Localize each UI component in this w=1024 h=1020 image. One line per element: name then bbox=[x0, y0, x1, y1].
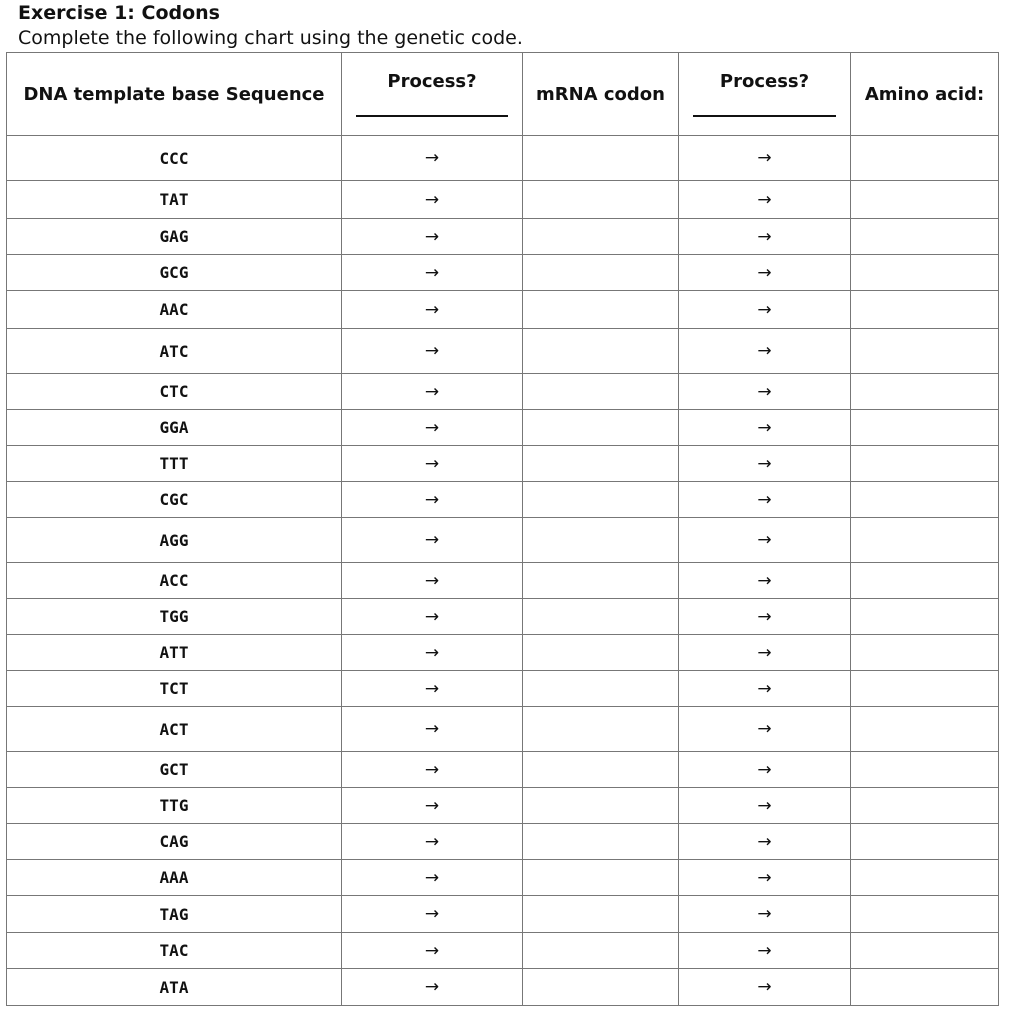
table-row bbox=[7, 824, 999, 860]
transcription-arrow-icon: → bbox=[342, 482, 523, 518]
process-1-answer-blank[interactable] bbox=[356, 115, 508, 117]
mrna-codon-answer-cell[interactable] bbox=[523, 896, 679, 933]
translation-arrow-icon: → bbox=[679, 824, 851, 860]
mrna-codon-answer-cell[interactable] bbox=[523, 255, 679, 291]
dna-sequence-cell: ATC bbox=[7, 329, 342, 374]
dna-sequence-cell: CCC bbox=[7, 136, 342, 181]
mrna-codon-answer-cell[interactable] bbox=[523, 482, 679, 518]
transcription-arrow-icon: → bbox=[342, 563, 523, 599]
amino-acid-answer-cell[interactable] bbox=[851, 824, 999, 860]
dna-sequence-cell: TAG bbox=[7, 896, 342, 933]
amino-acid-answer-cell[interactable] bbox=[851, 671, 999, 707]
transcription-arrow-icon: → bbox=[342, 896, 523, 933]
transcription-arrow-icon: → bbox=[342, 136, 523, 181]
transcription-arrow-icon: → bbox=[342, 824, 523, 860]
table-row bbox=[7, 446, 999, 482]
mrna-codon-answer-cell[interactable] bbox=[523, 219, 679, 255]
dna-sequence-cell: ACC bbox=[7, 563, 342, 599]
dna-sequence-cell: TTG bbox=[7, 788, 342, 824]
translation-arrow-icon: → bbox=[679, 374, 851, 410]
amino-acid-answer-cell[interactable] bbox=[851, 291, 999, 329]
amino-acid-answer-cell[interactable] bbox=[851, 181, 999, 219]
transcription-arrow-icon: → bbox=[342, 788, 523, 824]
table-row bbox=[7, 788, 999, 824]
table-row bbox=[7, 933, 999, 969]
table-row bbox=[7, 563, 999, 599]
instructions-text: Complete the following chart using the genetic code. bbox=[18, 27, 523, 49]
mrna-codon-answer-cell[interactable] bbox=[523, 635, 679, 671]
mrna-codon-answer-cell[interactable] bbox=[523, 707, 679, 752]
table-row bbox=[7, 329, 999, 374]
mrna-codon-answer-cell[interactable] bbox=[523, 599, 679, 635]
table-row bbox=[7, 599, 999, 635]
amino-acid-answer-cell[interactable] bbox=[851, 969, 999, 1006]
mrna-codon-answer-cell[interactable] bbox=[523, 329, 679, 374]
translation-arrow-icon: → bbox=[679, 933, 851, 969]
translation-arrow-icon: → bbox=[679, 599, 851, 635]
table-row bbox=[7, 860, 999, 896]
transcription-arrow-icon: → bbox=[342, 374, 523, 410]
transcription-arrow-icon: → bbox=[342, 860, 523, 896]
table-row bbox=[7, 752, 999, 788]
amino-acid-answer-cell[interactable] bbox=[851, 752, 999, 788]
amino-acid-answer-cell[interactable] bbox=[851, 329, 999, 374]
mrna-codon-header: mRNA codon bbox=[523, 53, 679, 136]
dna-sequence-cell: AAC bbox=[7, 291, 342, 329]
table-row bbox=[7, 219, 999, 255]
dna-sequence-cell: CAG bbox=[7, 824, 342, 860]
amino-acid-answer-cell[interactable] bbox=[851, 635, 999, 671]
dna-sequence-cell: TAT bbox=[7, 181, 342, 219]
transcription-arrow-icon: → bbox=[342, 635, 523, 671]
amino-acid-header: Amino acid: bbox=[851, 53, 999, 136]
dna-sequence-cell: TCT bbox=[7, 671, 342, 707]
amino-acid-answer-cell[interactable] bbox=[851, 255, 999, 291]
table-row bbox=[7, 291, 999, 329]
transcription-arrow-icon: → bbox=[342, 329, 523, 374]
amino-acid-answer-cell[interactable] bbox=[851, 219, 999, 255]
dna-sequence-cell: TTT bbox=[7, 446, 342, 482]
mrna-codon-answer-cell[interactable] bbox=[523, 446, 679, 482]
translation-arrow-icon: → bbox=[679, 969, 851, 1006]
mrna-codon-answer-cell[interactable] bbox=[523, 291, 679, 329]
dna-sequence-cell: GGA bbox=[7, 410, 342, 446]
mrna-codon-answer-cell[interactable] bbox=[523, 752, 679, 788]
transcription-arrow-icon: → bbox=[342, 291, 523, 329]
translation-arrow-icon: → bbox=[679, 410, 851, 446]
table-row bbox=[7, 969, 999, 1006]
table-row bbox=[7, 255, 999, 291]
amino-acid-answer-cell[interactable] bbox=[851, 933, 999, 969]
translation-arrow-icon: → bbox=[679, 136, 851, 181]
amino-acid-answer-cell[interactable] bbox=[851, 482, 999, 518]
transcription-arrow-icon: → bbox=[342, 518, 523, 563]
translation-arrow-icon: → bbox=[679, 707, 851, 752]
table-row bbox=[7, 410, 999, 446]
mrna-codon-answer-cell[interactable] bbox=[523, 563, 679, 599]
transcription-arrow-icon: → bbox=[342, 671, 523, 707]
amino-acid-answer-cell[interactable] bbox=[851, 707, 999, 752]
table-row bbox=[7, 707, 999, 752]
mrna-codon-answer-cell[interactable] bbox=[523, 518, 679, 563]
mrna-codon-answer-cell[interactable] bbox=[523, 969, 679, 1006]
mrna-codon-answer-cell[interactable] bbox=[523, 824, 679, 860]
table-row bbox=[7, 671, 999, 707]
translation-arrow-icon: → bbox=[679, 563, 851, 599]
translation-arrow-icon: → bbox=[679, 291, 851, 329]
dna-sequence-cell: GCT bbox=[7, 752, 342, 788]
amino-acid-answer-cell[interactable] bbox=[851, 563, 999, 599]
process-1-label: Process? bbox=[387, 71, 477, 92]
transcription-arrow-icon: → bbox=[342, 255, 523, 291]
dna-sequence-cell: GCG bbox=[7, 255, 342, 291]
mrna-codon-answer-cell[interactable] bbox=[523, 136, 679, 181]
header-row bbox=[7, 53, 999, 136]
process-2-label: Process? bbox=[719, 71, 810, 92]
mrna-codon-answer-cell[interactable] bbox=[523, 671, 679, 707]
translation-arrow-icon: → bbox=[679, 635, 851, 671]
transcription-arrow-icon: → bbox=[342, 599, 523, 635]
amino-acid-answer-cell[interactable] bbox=[851, 896, 999, 933]
transcription-arrow-icon: → bbox=[342, 219, 523, 255]
codon-chart bbox=[6, 52, 999, 1006]
table-row bbox=[7, 482, 999, 518]
transcription-arrow-icon: → bbox=[342, 181, 523, 219]
translation-arrow-icon: → bbox=[679, 446, 851, 482]
dna-sequence-cell: TGG bbox=[7, 599, 342, 635]
transcription-arrow-icon: → bbox=[342, 707, 523, 752]
dna-sequence-cell: ATT bbox=[7, 635, 342, 671]
dna-sequence-cell: AAA bbox=[7, 860, 342, 896]
mrna-codon-answer-cell[interactable] bbox=[523, 410, 679, 446]
dna-sequence-cell: CGC bbox=[7, 482, 342, 518]
mrna-codon-answer-cell[interactable] bbox=[523, 860, 679, 896]
process-2-answer-blank[interactable] bbox=[693, 115, 836, 117]
exercise-title: Exercise 1: Codons bbox=[18, 2, 220, 24]
translation-arrow-icon: → bbox=[679, 518, 851, 563]
transcription-arrow-icon: → bbox=[342, 446, 523, 482]
amino-acid-answer-cell[interactable] bbox=[851, 599, 999, 635]
dna-sequence-cell: AGG bbox=[7, 518, 342, 563]
dna-sequence-cell: ACT bbox=[7, 707, 342, 752]
translation-arrow-icon: → bbox=[679, 255, 851, 291]
mrna-codon-answer-cell[interactable] bbox=[523, 181, 679, 219]
table-row bbox=[7, 181, 999, 219]
table-row bbox=[7, 518, 999, 563]
transcription-arrow-icon: → bbox=[342, 933, 523, 969]
transcription-arrow-icon: → bbox=[342, 969, 523, 1006]
dna-sequence-cell: CTC bbox=[7, 374, 342, 410]
amino-acid-answer-cell[interactable] bbox=[851, 410, 999, 446]
translation-arrow-icon: → bbox=[679, 860, 851, 896]
table-row bbox=[7, 374, 999, 410]
translation-arrow-icon: → bbox=[679, 181, 851, 219]
amino-acid-answer-cell[interactable] bbox=[851, 860, 999, 896]
amino-acid-answer-cell[interactable] bbox=[851, 374, 999, 410]
dna-sequence-header: DNA template base Sequence bbox=[7, 53, 342, 136]
amino-acid-answer-cell[interactable] bbox=[851, 788, 999, 824]
table-row bbox=[7, 136, 999, 181]
translation-arrow-icon: → bbox=[679, 671, 851, 707]
table-row bbox=[7, 896, 999, 933]
transcription-arrow-icon: → bbox=[342, 410, 523, 446]
translation-arrow-icon: → bbox=[679, 896, 851, 933]
dna-sequence-cell: TAC bbox=[7, 933, 342, 969]
mrna-codon-answer-cell[interactable] bbox=[523, 933, 679, 969]
table-row bbox=[7, 635, 999, 671]
mrna-codon-answer-cell[interactable] bbox=[523, 374, 679, 410]
dna-sequence-cell: ATA bbox=[7, 969, 342, 1006]
translation-arrow-icon: → bbox=[679, 788, 851, 824]
amino-acid-answer-cell[interactable] bbox=[851, 446, 999, 482]
dna-sequence-cell: GAG bbox=[7, 219, 342, 255]
mrna-codon-answer-cell[interactable] bbox=[523, 788, 679, 824]
amino-acid-answer-cell[interactable] bbox=[851, 136, 999, 181]
translation-arrow-icon: → bbox=[679, 482, 851, 518]
process-2-header bbox=[679, 53, 851, 136]
translation-arrow-icon: → bbox=[679, 329, 851, 374]
translation-arrow-icon: → bbox=[679, 219, 851, 255]
amino-acid-answer-cell[interactable] bbox=[851, 518, 999, 563]
translation-arrow-icon: → bbox=[679, 752, 851, 788]
process-1-header bbox=[342, 53, 523, 136]
transcription-arrow-icon: → bbox=[342, 752, 523, 788]
